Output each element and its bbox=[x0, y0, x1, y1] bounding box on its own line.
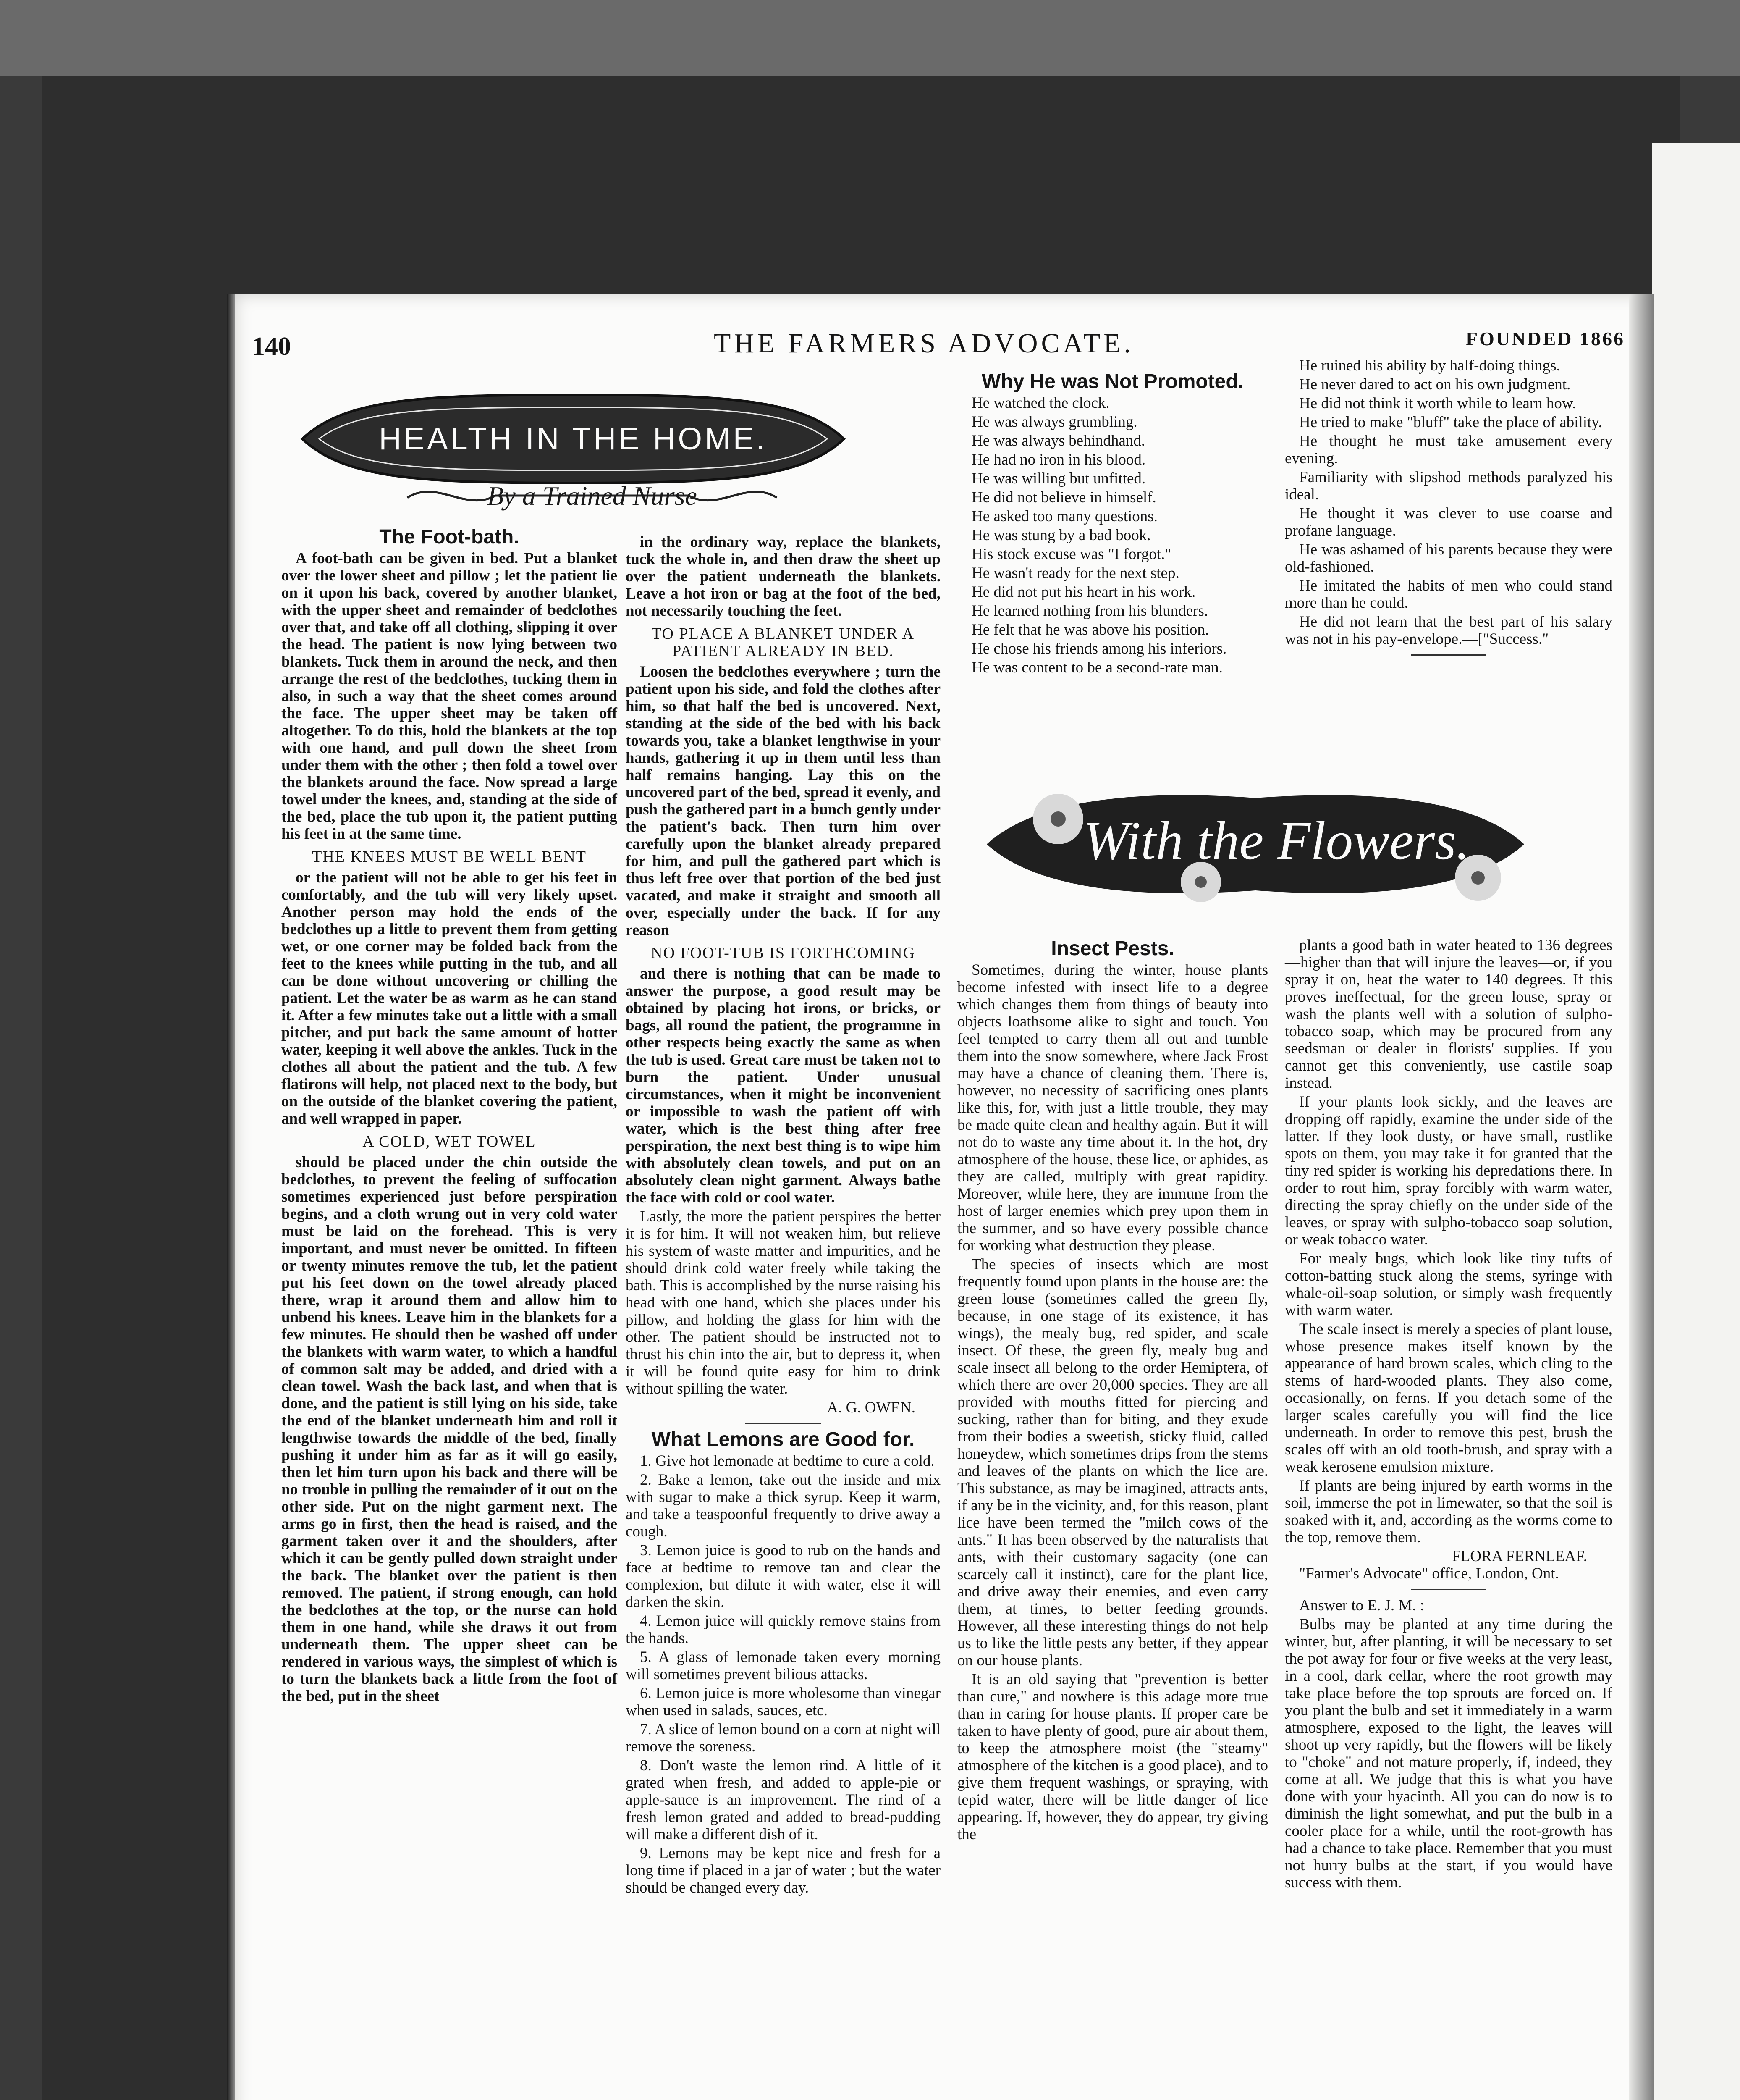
lemons-item: 8. Don't waste the lemon rind. A little of it grated when fresh, and added to apple-pie or apple-sauce is an improvement. The rind of a fresh lemon grated and added to bread-pudding will make a different dish of it. bbox=[626, 1757, 941, 1843]
answer-paragraph: Bulbs may be planted at any time during the winter, but, after planting, it will be necessary to set the pot away for four or five weeks at the very least, in a cool, dark cellar, where the root growth may take place before the top sprouts are forced on. If you plant the bulb and set it immediately in a warm atmosphere, exposed to the light, the leaves will shoot up very rapidly, but the flowers will be likely to "choke" and not mature properly, if, indeed, they come at all. We judge that this is what you have done with your hyacinth. All you can do now is to diminish the light somewhat, and put the bulb in a cooler place for a while, until the root-growth has had a chance to take place. Remember that you must not hurry bulbs at the start, if you would have success with them. bbox=[1285, 1616, 1612, 1891]
founded-year: FOUNDED 1866 bbox=[1466, 328, 1625, 349]
column-right bbox=[1285, 357, 1612, 662]
promoted-line: He asked too many questions. bbox=[972, 508, 1158, 525]
health-banner bbox=[294, 391, 852, 487]
promoted-line: He imitated the habits of men who could stand more than he could. bbox=[1285, 577, 1612, 612]
col2-paragraph-2: Loosen the bedclothes everywhere ; turn the patient upon his side, and fold the clothes after him, so that half the bed is uncovered. Next, standing at the side of the bed with his back towards you, take a blanket lengthwise in your hands, gathering it up in them until less than half remains hanging. Lay this on the uncovered part of the bed, spread it evenly, and push the gathered part in a bunch gently under the patient's back. Then turn him over carefully upon the blanket already prepared for him, and pull the gathered part which is thus left free over that portion of the bed just vacated, and make it straight and smooth all over, especially under the back. If for any reason bbox=[626, 663, 941, 939]
column-insects bbox=[957, 937, 1268, 1845]
promoted-line: He was stung by a bad book. bbox=[972, 527, 1151, 544]
office-address: "Farmer's Advocate" office, London, Ont. bbox=[1299, 1565, 1559, 1582]
lemons-item: 3. Lemon juice is good to rub on the hands and face at bedtime to remove tan and clear the complexion, but dilute it with water, else it will darken the skin. bbox=[626, 1542, 941, 1611]
col4-paragraph-3: For mealy bugs, which look like tiny tufts of cotton-batting stuck along the stems, syringe with whale-oil-soap solution, or simply wash frequently with warm water. bbox=[1285, 1250, 1612, 1319]
promoted-line: He chose his friends among his inferiors. bbox=[972, 640, 1227, 657]
promoted-line: He was ashamed of his parents because they were old-fashioned. bbox=[1285, 541, 1612, 575]
section-divider bbox=[745, 1423, 821, 1424]
byline-text: By a Trained Nurse bbox=[487, 481, 697, 511]
footbath-paragraph-1: A foot-bath can be given in bed. Put a blanket over the lower sheet and pillow ; let the patient lie on it upon his back, covered by another blanket, with the upper sheet and remainder of bedclothes over that, and take off all clothing, slipping it over the head. The patient is now lying between two blankets. Tuck them in around the neck, and then arrange the rest of the bedclothes, tucking them in also, in such a way that the sheet comes around the face. The upper sheet may be taken off altogether. To do this, hold the blankets at the top with one hand, and pull down the sheet from under them with the other ; then fold a towel over the blankets around the face. Now spread a large towel under the knees, and, standing at the side of the bed, place the tub upon it, the patient putting his feet in at the same time. bbox=[281, 550, 617, 843]
col2-paragraph-3: and there is nothing that can be made to answer the purpose, a good result may be obtained by placing hot irons, or bricks, or bags, all round the patient, the programme in other respects being exactly the same as when the tub is used. Great care must be taken not to burn the patient. Under unusual circumstances, when it might be inconvenient or impossible to wash the patient off with water, which is the best thing after free perspiration, the next best thing is to wipe him with absolutely clean towels, and put on an absolutely clean night garment. Always bathe the face with cold or cool water. bbox=[626, 965, 941, 1206]
lemons-item: 1. Give hot lemonade at bedtime to cure a cold. bbox=[640, 1452, 935, 1470]
section-divider bbox=[1411, 1589, 1486, 1590]
promoted-line: He was always behindhand. bbox=[972, 432, 1145, 449]
insects-paragraph-1: Sometimes, during the winter, house plants become infested with insect life to a degree which changes them from things of beauty into objects loathsome alike to sight and touch. You feel tempted to carry them all out and tumble them into the snow somewhere, where Jack Frost may have a chance of cleaning them. There is, however, no necessity of sacrificing ones plants like this, for, with just a little trouble, they may be made quite clean and healthy again. But it will not do to waste any time about it. In the hot, dry atmosphere of the house, these lice, or aphides, as they are called, multiply with great rapidity. Moreover, while here, they are immune from the host of larger enemies which prey upon them in the summer, and so have every possible chance for working what destruction they please. bbox=[957, 961, 1268, 1254]
blanket-subheading: TO PLACE A BLANKET UNDER A PATIENT ALREADY IN BED. bbox=[652, 625, 915, 660]
promoted-line: He did not learn that the best part of his salary was not in his pay-envelope.—["Success." bbox=[1285, 613, 1612, 648]
footbath-paragraph-2: or the patient will not be able to get his feet in comfortably, and the tub will very likely upset. Another person may hold the ends of the bedclothes up a little to prevent them from getting wet, or one corner may be folded back from the feet to the knees while putting in the tub, and all can be done without uncovering or chilling the patient. Let the water be as warm as he can stand it. After a few minutes take out a little with a small pitcher, and put back the same amount of hotter water, keeping it well above the ankles. Tuck in the clothes all about the patient and the tub. A few flatirons will help, not placed next to the body, but on the outside of the blanket covering the patient, and well wrapped in paper. bbox=[281, 869, 617, 1127]
promoted-line: He wasn't ready for the next step. bbox=[972, 564, 1179, 582]
col4-paragraph-4: The scale insect is merely a species of plant louse, whose presence makes itself known by the appearance of hard brown scales, which cling to the stems of hard-wooded plants. They also come, occasionally, on ferns. If you detach some of the larger scales carefully you will find the lice underneath. In order to remove this pest, brush the scales off with an old tooth-brush, and spray with a weak kerosene emulsion mixture. bbox=[1285, 1320, 1612, 1475]
fernleaf-signature: FLORA FERNLEAF. bbox=[1452, 1548, 1587, 1565]
owen-signature: A. G. OWEN. bbox=[827, 1399, 915, 1416]
flowers-banner-title: With the Flowers. bbox=[1083, 811, 1470, 871]
lemons-item: 6. Lemon juice is more wholesome than vinegar when used in salads, sauces, etc. bbox=[626, 1685, 941, 1719]
knees-subheading: THE KNEES MUST BE WELL BENT bbox=[312, 848, 587, 866]
adjacent-page-edge bbox=[1652, 143, 1740, 2100]
page-gutter bbox=[1629, 294, 1654, 2100]
flowers-banner-graphic bbox=[974, 773, 1537, 916]
footbath-paragraph-3: should be placed under the chin outside the bedclothes, to prevent the feeling of suffocation sometimes experienced just before perspiration begins, and a cloth wrung out in very cold water must be laid on the forehead. This is very important, and must never be omitted. In fifteen or twenty minutes remove the tub, let the patient put his feet down on the towel already placed there, wrap it around them and allow him to unbend his knees. Leave him in the blankets for a few minutes. He should then be washed off under the blankets with warm water, to which a handful of common salt may be added, and dried with a clean towel. Wash the back last, and when that is done, and the patient is still lying on his side, take the end of the blanket underneath him and roll it lengthwise towards the middle of the bed, finally pushing it under him as far as it will go easily, then let him turn upon his back and there will be no trouble in pulling the remainder of it out on the other side. Put on the night garment next. The arms go in first, then the head is raised, and the garment taken over it and the shoulders, after which it can be gently pulled down straight under the back. The blanket over the patient is then removed. The patient, if strong enough, can hold the bedclothes at the top, or the nurse can hold them in one hand, while she draws it out from underneath them. The upper sheet can be rendered in various ways, the simplest of which is to turn the blankets back a little from the foot of the bed, put in the sheet bbox=[281, 1154, 617, 1705]
insects-paragraph-2: The species of insects which are most frequently found upon plants in the house are: the green louse (sometimes called the green fly, because, in one stage of its existence, it has wings), the mealy bug, red spider, and scale insect. Of these, the green fly, mealy bug and scale insect all belong to the order Hemiptera, of which there are over 20,000 species. They are all provided with mouths fitted for piercing and sucking, rather than for biting, and they exude from their bodies a sweetish, sticky fluid, called honeydew, which sometimes drips from the stems and leaves of the plants on which the lice are. This substance, as may be imagined, attracts ants, if any be in the vicinity, and, for this reason, plant lice have been termed the "milch cows of the ants." It has been observed by the naturalists that ants, with their customary sagacity (one can scarcely call it instinct), care for the plant lice, and drive away their enemies, and even carry them, at times, to better feeding grounds. However, all these interesting things do not help us to like the little pests any better, if they appear on our house plants. bbox=[957, 1256, 1268, 1669]
lemons-item: 9. Lemons may be kept nice and fresh for a long time if placed in a jar of water ; but the water should be changed every day. bbox=[626, 1845, 941, 1896]
promoted-line: He was always grumbling. bbox=[972, 413, 1137, 430]
page-shadow bbox=[227, 294, 236, 2100]
promoted-line: He did not put his heart in his work. bbox=[972, 583, 1196, 601]
col4-paragraph-5: If plants are being injured by earth worms in the soil, immerse the pot in limewater, so that the soil is soaked with it, and, according as the worms come to the top, remove them. bbox=[1285, 1477, 1612, 1546]
foot-tub-subheading: NO FOOT-TUB IS FORTHCOMING bbox=[651, 944, 915, 962]
col4-paragraph-1: plants a good bath in water heated to 136 degrees—higher than that will injure the leaves—or, if you spray it on, heat the water to 140 degrees. If this proves ineffectual, for the green louse, spray or wash the plants well with a solution of sulpho-tobacco soap, which may be procured from any seedsman or dealer in florists' supplies. If you cannot get this conveniently, use castile soap instead. bbox=[1285, 937, 1612, 1092]
scan-background-top bbox=[0, 0, 1740, 76]
section-divider bbox=[1411, 654, 1486, 656]
lemons-heading: What Lemons are Good for. bbox=[651, 1428, 915, 1451]
lemons-item: 2. Bake a lemon, take out the inside and mix with sugar to make a thick syrup. Keep it warm, and take a teaspoonful frequently to drive away a cough. bbox=[626, 1471, 941, 1540]
promoted-line: He had no iron in his blood. bbox=[972, 451, 1146, 468]
col2-paragraph-1: in the ordinary way, replace the blankets, tuck the whole in, and then draw the sheet up over the patient underneath the blankets. Leave a hot iron or bag at the foot of the bed, not necessarily touching the feet. bbox=[626, 533, 941, 620]
promoted-line: He ruined his ability by half-doing things. bbox=[1299, 357, 1560, 374]
promoted-line: He tried to make "bluff" take the place of ability. bbox=[1299, 414, 1602, 431]
lemons-item: 7. A slice of lemon bound on a corn at night will remove the soreness. bbox=[626, 1721, 941, 1755]
towel-subheading: A COLD, WET TOWEL bbox=[362, 1133, 536, 1150]
promoted-line: He was content to be a second-rate man. bbox=[972, 659, 1223, 676]
health-banner-title: HEALTH IN THE HOME. bbox=[379, 421, 768, 456]
promoted-line: He did not think it worth while to learn how. bbox=[1299, 395, 1576, 412]
promoted-heading: Why He was Not Promoted. bbox=[981, 370, 1244, 393]
health-banner-graphic bbox=[294, 391, 852, 487]
promoted-line: His stock excuse was "I forgot." bbox=[972, 546, 1171, 563]
lemons-item: 5. A glass of lemonade taken every morning will sometimes prevent bilious attacks. bbox=[626, 1648, 941, 1683]
promoted-line: He was willing but unfitted. bbox=[972, 470, 1146, 487]
page-number: 140 bbox=[252, 332, 291, 361]
flowers-banner bbox=[974, 773, 1537, 916]
column-nursing bbox=[626, 533, 941, 1898]
masthead-title: THE FARMERS ADVOCATE. bbox=[714, 328, 1135, 359]
answer-heading: Answer to E. J. M. : bbox=[1299, 1597, 1425, 1614]
insects-heading: Insect Pests. bbox=[1051, 937, 1174, 960]
insects-paragraph-3: It is an old saying that "prevention is better than cure," and nowhere is this adage more true than in caring for house plants. If proper care be taken to have plenty of good, pure air about them, to keep the atmosphere moist (the "steamy" atmosphere of the kitchen is a good place), and to give them frequent washings, or spraying, with tepid water, there will be little danger of lice appearing. If, however, they do appear, try giving the bbox=[957, 1671, 1268, 1843]
promoted-line: He watched the clock. bbox=[972, 394, 1110, 412]
lemons-item: 4. Lemon juice will quickly remove stains from the hands. bbox=[626, 1612, 941, 1647]
promoted-line: He learned nothing from his blunders. bbox=[972, 602, 1208, 620]
promoted-line: He felt that he was above his position. bbox=[972, 621, 1209, 638]
col4-paragraph-2: If your plants look sickly, and the leaves are dropping off rapidly, examine the under side of the latter. If they look dusty, or have small, rustlike spots on them, you may take it for granted that the tiny red spider is working his depredations there. In order to rout him, spray forcibly with warm water, directing the spray chiefly on the under side of the leaves, or spray with sulpho-tobacco soap solution, or weak tobacco water. bbox=[1285, 1093, 1612, 1248]
promoted-line: He never dared to act on his own judgment. bbox=[1299, 376, 1571, 393]
promoted-line: He thought he must take amusement every evening. bbox=[1285, 433, 1612, 467]
byline-ribbon bbox=[403, 475, 781, 517]
column-promoted bbox=[957, 370, 1268, 678]
promoted-line: Familiarity with slipshod methods paralyzed his ideal. bbox=[1285, 469, 1612, 503]
column-footbath bbox=[281, 525, 617, 1706]
byline-graphic bbox=[403, 475, 781, 517]
col2-paragraph-4: Lastly, the more the patient perspires the better it is for him. It will not weaken him, but relieve his system of waste matter and impurities, and he should drink cold water freely while taking the bath. This is accomplished by the nurse raising his head with one hand, which she places under his pillow, and holding the glass for him with the other. The patient should be instructed not to thrust his chin into the air, but to depress it, when it will be found quite easy for him to drink without spilling the water. bbox=[626, 1208, 941, 1397]
column-right-lower bbox=[1285, 937, 1612, 1893]
promoted-line: He thought it was clever to use coarse and profane language. bbox=[1285, 505, 1612, 539]
footbath-heading: The Foot-bath. bbox=[379, 526, 519, 548]
promoted-line: He did not believe in himself. bbox=[972, 489, 1156, 506]
